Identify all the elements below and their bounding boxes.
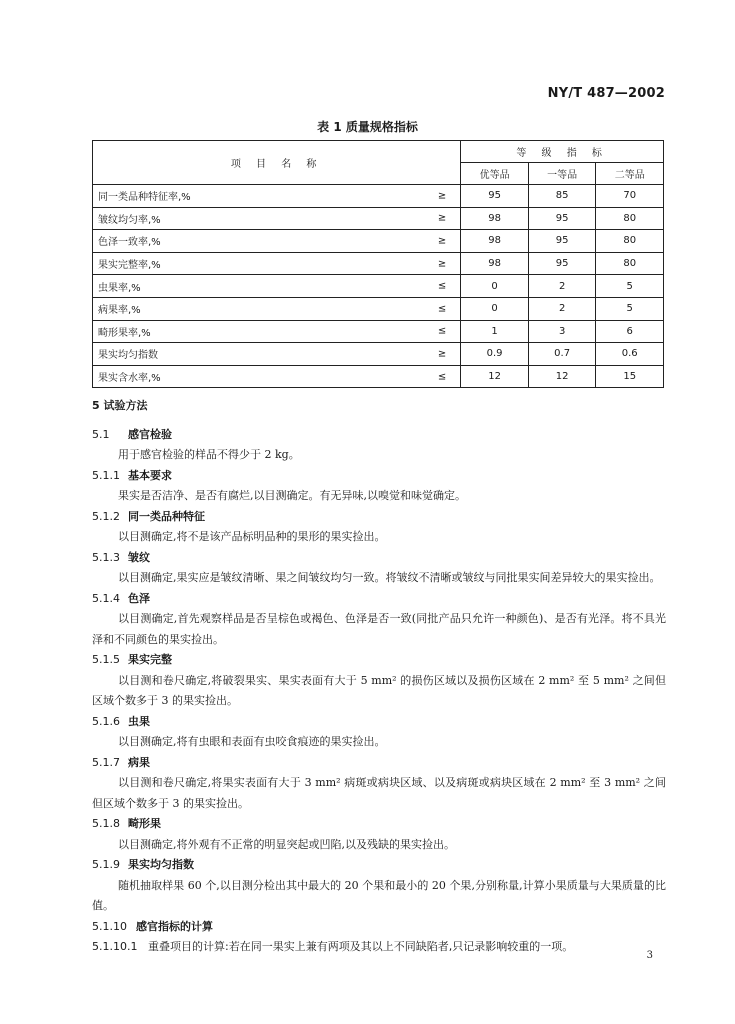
value-cell: 2 bbox=[528, 275, 596, 298]
clause-number: 5.1.6 bbox=[92, 714, 120, 728]
grade-header-premium: 优等品 bbox=[461, 163, 529, 185]
item-name-header: 项 目 名 称 bbox=[93, 141, 461, 185]
paragraph: 以目测确定,果实应是皱纹清晰、果之间皱纹均匀一致。将皱纹不清晰或皱纹与同批果实间差异较大的果实捡出。 bbox=[118, 571, 661, 584]
comparison-symbol: ≥ bbox=[437, 235, 447, 247]
paragraph: 以目测确定,将有虫眼和表面有虫咬食痕迹的果实捡出。 bbox=[118, 735, 386, 748]
item-cell bbox=[93, 252, 461, 275]
value-cell: 1 bbox=[461, 320, 529, 343]
clause-title: 色泽 bbox=[128, 591, 150, 605]
clause-title: 病果 bbox=[128, 755, 150, 769]
subsection-heading bbox=[92, 753, 666, 774]
paragraph: 果实是否洁净、是否有腐烂,以目测确定。有无异味,以嗅觉和味觉确定。 bbox=[118, 489, 466, 502]
value-cell: 3 bbox=[528, 320, 596, 343]
subsection-heading bbox=[92, 507, 666, 528]
clause-title: 感官检验 bbox=[128, 427, 172, 441]
table-row bbox=[93, 185, 664, 208]
table-row bbox=[93, 365, 664, 388]
table-row bbox=[93, 343, 664, 366]
subsection-heading bbox=[92, 855, 666, 876]
value-cell: 95 bbox=[528, 230, 596, 253]
clause-title: 皱纹 bbox=[128, 550, 150, 564]
item-cell bbox=[93, 320, 461, 343]
comparison-symbol: ≤ bbox=[437, 280, 447, 292]
paragraph: 随机抽取样果 60 个,以目测分检出其中最大的 20 个果和最小的 20 个果,分别称量,计算小果质量与大果质量的比值。 bbox=[92, 878, 666, 912]
clause-number: 5.1.4 bbox=[92, 591, 120, 605]
subsection-heading bbox=[92, 814, 666, 835]
value-cell: 2 bbox=[528, 297, 596, 320]
clause-number: 5.1 bbox=[92, 427, 110, 441]
value-cell: 0 bbox=[461, 275, 529, 298]
subsection-heading bbox=[92, 917, 666, 938]
comparison-symbol: ≤ bbox=[437, 303, 447, 315]
item-label: 畸形果率,% bbox=[98, 327, 151, 339]
subsection-heading bbox=[92, 650, 666, 671]
item-label: 病果率,% bbox=[98, 305, 141, 317]
paragraph: 以目测确定,将不是该产品标明品种的果形的果实捡出。 bbox=[118, 530, 386, 543]
clause-title: 畸形果 bbox=[128, 817, 161, 830]
value-cell: 0 bbox=[461, 297, 529, 320]
paragraph: 以目测确定,首先观察样品是否呈棕色或褐色、色泽是否一致(同批产品只允许一种颜色)、是否有光泽。将不具光泽和不同颜色的果实捡出。 bbox=[92, 612, 666, 646]
comparison-symbol: ≤ bbox=[437, 371, 447, 383]
subsection-heading bbox=[92, 589, 666, 610]
clause-number: 5.1.3 bbox=[92, 550, 120, 564]
clause-number: 5.1.1 bbox=[92, 468, 120, 482]
item-label: 果实均匀指数 bbox=[98, 350, 158, 362]
value-cell: 12 bbox=[461, 365, 529, 388]
value-cell: 5 bbox=[596, 297, 664, 320]
item-cell bbox=[93, 365, 461, 388]
clause-number: 5.1.9 bbox=[92, 858, 120, 871]
subsection-heading bbox=[92, 425, 666, 446]
clause-title: 果实均匀指数 bbox=[128, 858, 194, 871]
subsection-heading bbox=[92, 712, 666, 733]
item-label: 果实完整率,% bbox=[98, 260, 161, 272]
item-cell bbox=[93, 343, 461, 366]
test-methods-section bbox=[92, 396, 666, 958]
value-cell: 0.9 bbox=[461, 343, 529, 366]
value-cell: 98 bbox=[461, 207, 529, 230]
clause-title: 同一类品种特征 bbox=[128, 509, 205, 523]
grade-index-header: 等 级 指 标 bbox=[461, 141, 664, 163]
item-label: 果实含水率,% bbox=[98, 373, 161, 385]
subsection-heading bbox=[92, 548, 666, 569]
value-cell: 85 bbox=[528, 185, 596, 208]
table-row bbox=[93, 320, 664, 343]
item-label: 皱纹均匀率,% bbox=[98, 214, 161, 226]
table-title: 表 1 质量规格指标 bbox=[317, 120, 418, 134]
item-cell bbox=[93, 297, 461, 320]
subsection-heading bbox=[92, 466, 666, 487]
paragraph: 用于感官检验的样品不得少于 2 kg。 bbox=[118, 448, 300, 461]
value-cell: 15 bbox=[596, 365, 664, 388]
value-cell: 98 bbox=[461, 230, 529, 253]
page-number: 3 bbox=[646, 950, 653, 961]
item-cell bbox=[93, 275, 461, 298]
quality-spec-table bbox=[92, 140, 664, 388]
clause-title: 感官指标的计算 bbox=[136, 919, 213, 933]
comparison-symbol: ≤ bbox=[437, 325, 447, 337]
value-cell: 98 bbox=[461, 252, 529, 275]
grade-header-first: 一等品 bbox=[528, 163, 596, 185]
value-cell: 70 bbox=[596, 185, 664, 208]
item-cell bbox=[93, 185, 461, 208]
clause-text: 重叠项目的计算:若在同一果实上兼有两项及其以上不同缺陷者,只记录影响较重的一项。 bbox=[148, 940, 574, 953]
clause-title: 基本要求 bbox=[128, 468, 172, 482]
item-label: 色泽一致率,% bbox=[98, 237, 161, 249]
value-cell: 12 bbox=[528, 365, 596, 388]
section-heading: 5 试验方法 bbox=[92, 399, 148, 412]
value-cell: 95 bbox=[528, 252, 596, 275]
value-cell: 0.6 bbox=[596, 343, 664, 366]
comparison-symbol: ≥ bbox=[437, 348, 447, 360]
clause-title: 果实完整 bbox=[128, 653, 172, 666]
item-cell bbox=[93, 207, 461, 230]
item-cell bbox=[93, 230, 461, 253]
table-row bbox=[93, 207, 664, 230]
paragraph: 以目测和卷尺确定,将破裂果实、果实表面有大于 5 mm² 的损伤区域以及损伤区域在 2 mm² 至 5 mm² 之间但区域个数多于 3 的果实捡出。 bbox=[92, 673, 666, 707]
table-row bbox=[93, 230, 664, 253]
item-label: 虫果率,% bbox=[98, 282, 141, 294]
table-row bbox=[93, 252, 664, 275]
table-row bbox=[93, 275, 664, 298]
value-cell: 95 bbox=[461, 185, 529, 208]
comparison-symbol: ≥ bbox=[437, 212, 447, 224]
comparison-symbol: ≥ bbox=[437, 190, 447, 202]
clause-number: 5.1.10.1 bbox=[92, 940, 138, 953]
comparison-symbol: ≥ bbox=[437, 258, 447, 270]
value-cell: 95 bbox=[528, 207, 596, 230]
value-cell: 6 bbox=[596, 320, 664, 343]
value-cell: 80 bbox=[596, 252, 664, 275]
clause-number: 5.1.7 bbox=[92, 755, 120, 769]
grade-header-second: 二等品 bbox=[596, 163, 664, 185]
value-cell: 80 bbox=[596, 230, 664, 253]
item-label: 同一类品种特征率,% bbox=[98, 192, 191, 204]
value-cell: 5 bbox=[596, 275, 664, 298]
clause-number: 5.1.8 bbox=[92, 817, 120, 830]
clause-number: 5.1.10 bbox=[92, 919, 127, 933]
value-cell: 80 bbox=[596, 207, 664, 230]
paragraph: 以目测确定,将外观有不正常的明显突起或凹陷,以及残缺的果实捡出。 bbox=[118, 837, 455, 851]
clause-title: 虫果 bbox=[128, 714, 150, 728]
clause-number: 5.1.2 bbox=[92, 509, 120, 523]
clause-number: 5.1.5 bbox=[92, 653, 120, 666]
standard-code: NY/T 487—2002 bbox=[547, 86, 665, 101]
table-row bbox=[93, 297, 664, 320]
clause-paragraph bbox=[92, 937, 666, 958]
value-cell: 0.7 bbox=[528, 343, 596, 366]
paragraph: 以目测和卷尺确定,将果实表面有大于 3 mm² 病斑或病块区域、以及病斑或病块区域在 2 mm² 至 3 mm² 之间但区域个数多于 3 的果实捡出。 bbox=[92, 776, 666, 810]
